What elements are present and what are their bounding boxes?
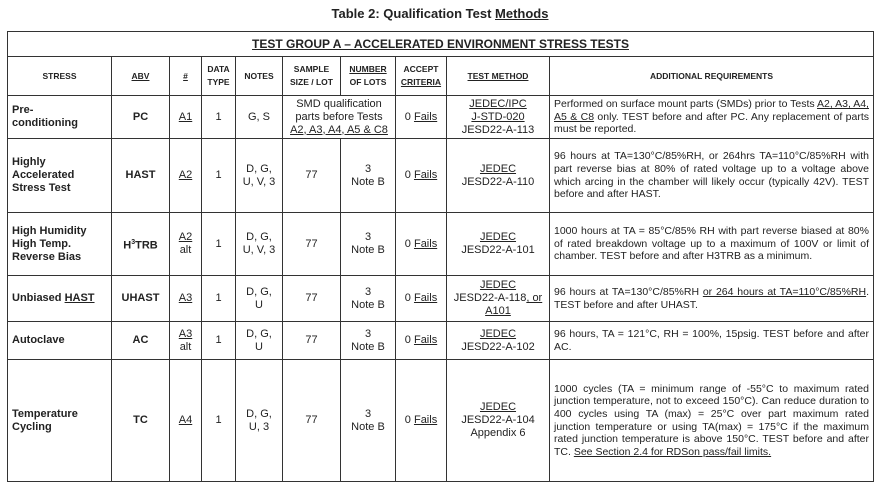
lots-text: 3 bbox=[364, 285, 372, 298]
stress-cell bbox=[8, 213, 112, 276]
requirements-cell: 96 hours at TA=130°C/85%RH, or 264hrs TA=110°C/85%RH with part reverse bias at 80% of rated voltage up to a voltage above which arcing in the chamber will likely occur (typically 42V). TEST before and after HAST. bbox=[550, 139, 874, 213]
accept-cell bbox=[396, 96, 447, 139]
requirements-cell: 1000 hours at TA = 85°C/85% RH with part reverse biased at 80% of rated breakdown voltage up to a maximum of 100V or limit of chamber. TEST before and after H3TRB as a minimum. bbox=[550, 213, 874, 276]
sample-cell: 77 bbox=[283, 276, 341, 322]
stress-text: HAST bbox=[64, 292, 95, 304]
requirements-cell bbox=[550, 96, 874, 139]
accept-num: 0 bbox=[404, 334, 414, 346]
sample-text: parts before Tests bbox=[295, 110, 383, 123]
header-stress: STRESS bbox=[8, 57, 112, 96]
method-text: JESD22-A-102 bbox=[461, 340, 535, 353]
lots-cell bbox=[341, 213, 396, 276]
header-num-text: # bbox=[183, 70, 188, 81]
header-accept bbox=[396, 57, 447, 96]
stress-cell bbox=[8, 139, 112, 213]
data-type-cell: 1 bbox=[202, 96, 236, 139]
notes-cell bbox=[236, 276, 283, 322]
header-additional: ADDITIONAL REQUIREMENTS bbox=[550, 57, 874, 96]
table-title bbox=[0, 6, 880, 21]
num-cell bbox=[170, 213, 202, 276]
header-data-type-2: TYPE bbox=[207, 77, 230, 87]
abv-sup: 3 bbox=[131, 238, 136, 246]
method-text: Appendix 6 bbox=[470, 427, 526, 439]
notes-text: D, G, bbox=[246, 407, 272, 420]
accept-cell bbox=[396, 276, 447, 322]
req-text: or 264 hours at TA=110°C/85%RH bbox=[702, 285, 867, 298]
qualification-table bbox=[7, 31, 874, 482]
sample-text: A2, A3, A4, A5 & C8 bbox=[290, 123, 388, 136]
accept-num: 0 bbox=[404, 414, 414, 426]
header-accept-1: ACCEPT bbox=[403, 64, 439, 74]
lots-cell bbox=[341, 322, 396, 360]
stress-text: Unbiased bbox=[12, 292, 65, 304]
header-accept-2: CRITERIA bbox=[400, 77, 442, 87]
header-notes: NOTES bbox=[236, 57, 283, 96]
accept-word: Fails bbox=[413, 292, 438, 304]
accept-word: Fails bbox=[413, 237, 438, 250]
header-method-text: TEST METHOD bbox=[467, 70, 529, 81]
method-text: JESD22-A-113 bbox=[461, 123, 535, 136]
req-text: Performed on surface mount parts (SMDs) prior to Tests bbox=[554, 98, 818, 111]
lots-cell bbox=[341, 360, 396, 482]
method-text: JEDEC/IPC bbox=[469, 97, 527, 110]
num-alt: alt bbox=[179, 244, 192, 256]
notes-text: U bbox=[255, 340, 263, 353]
table-title-prefix: Table 2: Qualification Test bbox=[331, 6, 496, 21]
lots-text: 3 bbox=[364, 327, 372, 340]
stress-text: Temperature bbox=[12, 407, 78, 420]
accept-cell bbox=[396, 213, 447, 276]
accept-cell bbox=[396, 322, 447, 360]
stress-text: High Temp. bbox=[12, 237, 72, 250]
notes-text: D, G, bbox=[246, 162, 272, 175]
num-text: A4 bbox=[178, 414, 193, 426]
stress-text: conditioning bbox=[12, 117, 78, 129]
notes-cell bbox=[236, 360, 283, 482]
table-row-pc bbox=[8, 96, 874, 139]
num-text: A2 bbox=[178, 169, 193, 181]
accept-word: Fails bbox=[413, 414, 438, 426]
method-text: JEDEC bbox=[479, 279, 517, 291]
notes-cell bbox=[236, 322, 283, 360]
table-row-tc bbox=[8, 360, 874, 482]
stress-text: Reverse Bias bbox=[12, 250, 82, 263]
method-text: JEDEC bbox=[479, 401, 517, 413]
stress-text: Pre- bbox=[12, 104, 34, 116]
header-lots-2: OF LOTS bbox=[349, 77, 387, 87]
accept-num: 0 bbox=[404, 110, 414, 123]
lots-text: 3 bbox=[364, 231, 372, 243]
sample-merged-cell bbox=[283, 96, 396, 139]
num-cell bbox=[170, 322, 202, 360]
header-sample bbox=[283, 57, 341, 96]
requirements-cell: 96 hours, TA = 121°C, RH = 100%, 15psig. TEST before and after AC. bbox=[550, 322, 874, 360]
accept-num: 0 bbox=[404, 237, 414, 250]
num-text: A2 bbox=[178, 231, 193, 243]
method-cell bbox=[447, 322, 550, 360]
table-row-uhast bbox=[8, 276, 874, 322]
notes-text: D, G, bbox=[246, 231, 272, 243]
accept-word: Fails bbox=[413, 334, 438, 346]
method-cell bbox=[447, 96, 550, 139]
header-data-type-1: DATA bbox=[207, 64, 230, 74]
sample-cell: 77 bbox=[283, 360, 341, 482]
requirements-cell bbox=[550, 360, 874, 482]
method-text: JESD22-A-101 bbox=[461, 244, 535, 256]
data-type-cell: 1 bbox=[202, 276, 236, 322]
notes-text: U, 3 bbox=[248, 420, 270, 433]
notes-cell: G, S bbox=[236, 96, 283, 139]
lots-text: Note B bbox=[351, 340, 385, 353]
notes-text: U bbox=[255, 298, 263, 311]
accept-num: 0 bbox=[404, 292, 414, 304]
req-text: 1000 cycles (TA = minimum range of -55°C to maximum rated junction temperature, not to exceed 150°C). Can reduce duration to 400 cycles using TA (max) = 25°C over part maximum rated junction temperature or using TA(max) = 175°C if the maximum rated junction temperature is above 150°C. TEST before and after TC. bbox=[554, 382, 869, 458]
header-data-type bbox=[202, 57, 236, 96]
req-text: . TEST before and after UHAST. bbox=[554, 285, 869, 311]
accept-word: Fails bbox=[413, 110, 438, 123]
group-header-text: TEST GROUP A – ACCELERATED ENVIRONMENT STRESS TESTS bbox=[252, 36, 629, 51]
stress-cell bbox=[8, 276, 112, 322]
stress-cell bbox=[8, 96, 112, 139]
num-text: A3 bbox=[178, 292, 193, 304]
notes-cell bbox=[236, 139, 283, 213]
table-row-ac bbox=[8, 322, 874, 360]
accept-cell bbox=[396, 360, 447, 482]
notes-text: U, V, 3 bbox=[242, 244, 276, 256]
lots-text: Note B bbox=[351, 298, 385, 311]
table-title-underlined: Methods bbox=[495, 6, 549, 21]
method-text: JEDEC bbox=[479, 231, 517, 243]
data-type-cell: 1 bbox=[202, 139, 236, 213]
method-text: JESD22-A-118 bbox=[453, 292, 527, 304]
method-cell bbox=[447, 360, 550, 482]
method-cell bbox=[447, 276, 550, 322]
num-cell bbox=[170, 139, 202, 213]
header-lots-1: NUMBER bbox=[349, 64, 387, 74]
table-row-h3trb bbox=[8, 213, 874, 276]
method-text: J-STD-020 bbox=[471, 110, 525, 123]
stress-cell: Autoclave bbox=[8, 322, 112, 360]
num-cell bbox=[170, 276, 202, 322]
abv-cell bbox=[112, 213, 170, 276]
notes-text: D, G, bbox=[246, 327, 272, 340]
header-method bbox=[447, 57, 550, 96]
accept-word: Fails bbox=[413, 169, 438, 181]
header-num bbox=[170, 57, 202, 96]
requirements-cell bbox=[550, 276, 874, 322]
req-text: 96 hours at TA=130°C/85%RH bbox=[554, 285, 703, 298]
column-header-row bbox=[8, 57, 874, 96]
stress-text: Highly bbox=[12, 156, 46, 168]
lots-text: 3 bbox=[364, 162, 372, 175]
num-cell bbox=[170, 96, 202, 139]
group-header-cell bbox=[8, 32, 874, 57]
sample-cell: 77 bbox=[283, 213, 341, 276]
stress-text: Stress Test bbox=[12, 182, 71, 194]
method-text: JESD22-A-104 bbox=[461, 414, 535, 426]
method-text: JEDEC bbox=[479, 162, 517, 175]
abv-text: H bbox=[123, 239, 132, 252]
lots-text: Note B bbox=[351, 420, 385, 433]
notes-text: U, V, 3 bbox=[242, 175, 276, 188]
num-text: A3 bbox=[178, 327, 193, 340]
method-cell bbox=[447, 139, 550, 213]
method-cell bbox=[447, 213, 550, 276]
lots-cell bbox=[341, 276, 396, 322]
abv-cell: AC bbox=[112, 322, 170, 360]
lots-cell bbox=[341, 139, 396, 213]
abv-cell: TC bbox=[112, 360, 170, 482]
method-text: JEDEC bbox=[479, 327, 517, 340]
accept-num: 0 bbox=[404, 169, 414, 181]
notes-cell bbox=[236, 213, 283, 276]
table-row-hast bbox=[8, 139, 874, 213]
lots-text: Note B bbox=[351, 175, 385, 188]
stress-cell bbox=[8, 360, 112, 482]
num-text: A1 bbox=[178, 110, 193, 123]
method-text: A101 bbox=[485, 305, 511, 317]
sample-cell: 77 bbox=[283, 139, 341, 213]
req-text: See Section 2.4 for RDSon pass/fail limits. bbox=[573, 445, 772, 458]
header-abv bbox=[112, 57, 170, 96]
abv-cell: HAST bbox=[112, 139, 170, 213]
num-cell bbox=[170, 360, 202, 482]
abv-cell: UHAST bbox=[112, 276, 170, 322]
abv-cell: PC bbox=[112, 96, 170, 139]
data-type-cell: 1 bbox=[202, 213, 236, 276]
data-type-cell: 1 bbox=[202, 360, 236, 482]
sample-text: SMD qualification bbox=[296, 97, 382, 110]
lots-text: 3 bbox=[364, 407, 372, 420]
stress-text: High Humidity bbox=[12, 224, 87, 237]
stress-text: Accelerated bbox=[12, 169, 75, 181]
method-text: , or bbox=[526, 292, 543, 304]
header-abv-text: ABV bbox=[131, 70, 150, 81]
num-alt: alt bbox=[179, 340, 192, 353]
sample-cell: 77 bbox=[283, 322, 341, 360]
accept-cell bbox=[396, 139, 447, 213]
method-text: JESD22-A-110 bbox=[461, 175, 535, 188]
abv-text: TRB bbox=[135, 239, 158, 252]
data-type-cell: 1 bbox=[202, 322, 236, 360]
header-sample-2: SIZE / LOT bbox=[290, 77, 333, 87]
notes-text: D, G, bbox=[246, 285, 272, 298]
stress-text: Cycling bbox=[12, 420, 52, 433]
header-lots bbox=[341, 57, 396, 96]
header-sample-1: SAMPLE bbox=[293, 64, 330, 74]
group-header-row bbox=[8, 32, 874, 57]
req-text: only. TEST before and after PC. Any replacement of parts must be reported. bbox=[554, 110, 869, 136]
req-text: A2, A3, A4, A5 & C8 bbox=[554, 98, 869, 123]
lots-text: Note B bbox=[351, 244, 385, 256]
